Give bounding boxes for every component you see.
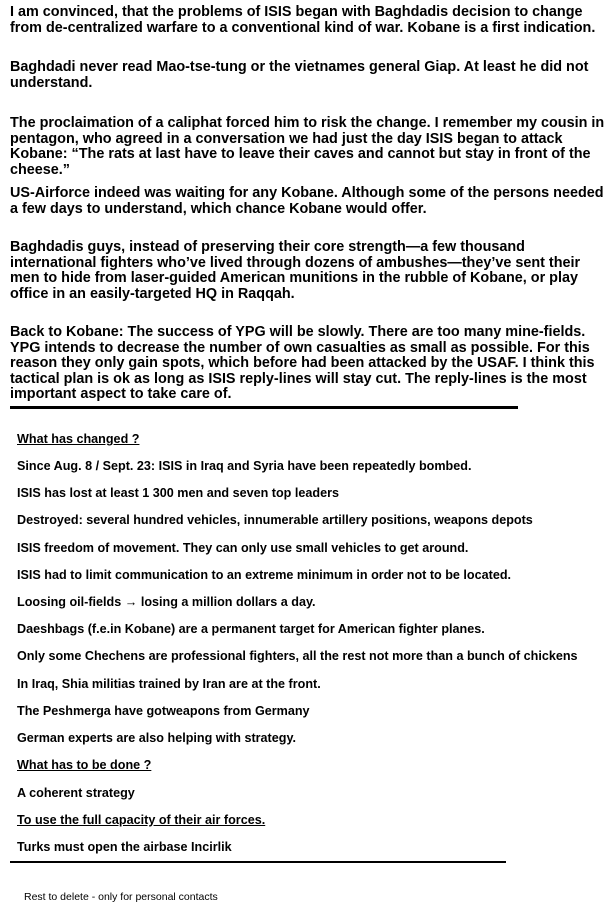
- todo-item-2: To use the full capacity of their air forces.: [17, 813, 266, 827]
- todo-item-1: A coherent strategy: [17, 786, 135, 800]
- changed-item-6: Loosing oil-fields → losing a million dollars a day.: [17, 595, 316, 609]
- todo-item-3: Turks must open the airbase Incirlik: [17, 840, 232, 854]
- changed-heading: What has changed ?: [17, 432, 140, 446]
- todo-heading: What has to be done ?: [17, 758, 152, 772]
- changed-item-5: ISIS had to limit communication to an extreme minimum in order not to be located.: [17, 568, 512, 582]
- paragraph-2: Baghdadi never read Mao-tse-tung or the vietnames general Giap. At least he did not understand.: [10, 59, 589, 91]
- changed-item-11: German experts are also helping with strategy.: [17, 731, 297, 745]
- changed-item-4: ISIS freedom of movement. They can only use small vehicles to get around.: [17, 541, 469, 555]
- changed-item-7: Daeshbags (f.e.in Kobane) are a permanent target for American fighter planes.: [17, 622, 485, 636]
- changed-item-10: The Peshmerga have gotweapons from Germany: [17, 704, 310, 718]
- paragraph-4: US-Airforce indeed was waiting for any Kobane. Although some of the persons needed a few days to understand, which chance Kobane would offer.: [10, 185, 604, 217]
- changed-item-8: Only some Chechens are professional fighters, all the rest not more than a bunch of chickens: [17, 649, 578, 663]
- paragraph-3: The proclaimation of a caliphat forced him to risk the change. I remember my cousin in pentagon, who agreed in a conversation we had just the day ISIS began to attack Kobane: “The rats at last have to leave their caves and cannot but stay in front of the cheese.”: [10, 115, 605, 178]
- changed-item-3: Destroyed: several hundred vehicles, innumerable artillery positions, weapons depots: [17, 513, 533, 527]
- footer-note: Rest to delete - only for personal contacts: [24, 890, 218, 903]
- paragraph-5: Baghdadis guys, instead of preserving their core strength—a few thousand international fighters who’ve lived through dozens of ambushes—they’ve sent their men to hide from laser-guided American munitions in the rubble of Kobane, or play office in an easily-targeted HQ in Raqqah.: [10, 239, 581, 302]
- changed-item-2: ISIS has lost at least 1 300 men and seven top leaders: [17, 486, 339, 500]
- footer-divider: [10, 861, 506, 863]
- changed-item-1: Since Aug. 8 / Sept. 23: ISIS in Iraq and Syria have been repeatedly bombed.: [17, 459, 472, 473]
- changed-item-9: In Iraq, Shia militias trained by Iran are at the front.: [17, 677, 321, 691]
- paragraph-1: I am convinced, that the problems of ISIS began with Baghdadis decision to change from de-centralized warfare to a conventional kind of war. Kobane is a first indication.: [10, 4, 596, 36]
- paragraph-6: Back to Kobane: The success of YPG will be slowly. There are too many mine-fields. YPG intends to decrease the number of own casualties as small as possible. For this reason they only gain spots, which before had been attacked by the USAF. I think this tactical plan is ok as long as ISIS reply-lines will stay cut. The reply-lines is the most important aspect to take care of.: [10, 324, 595, 403]
- section-divider: [10, 406, 518, 409]
